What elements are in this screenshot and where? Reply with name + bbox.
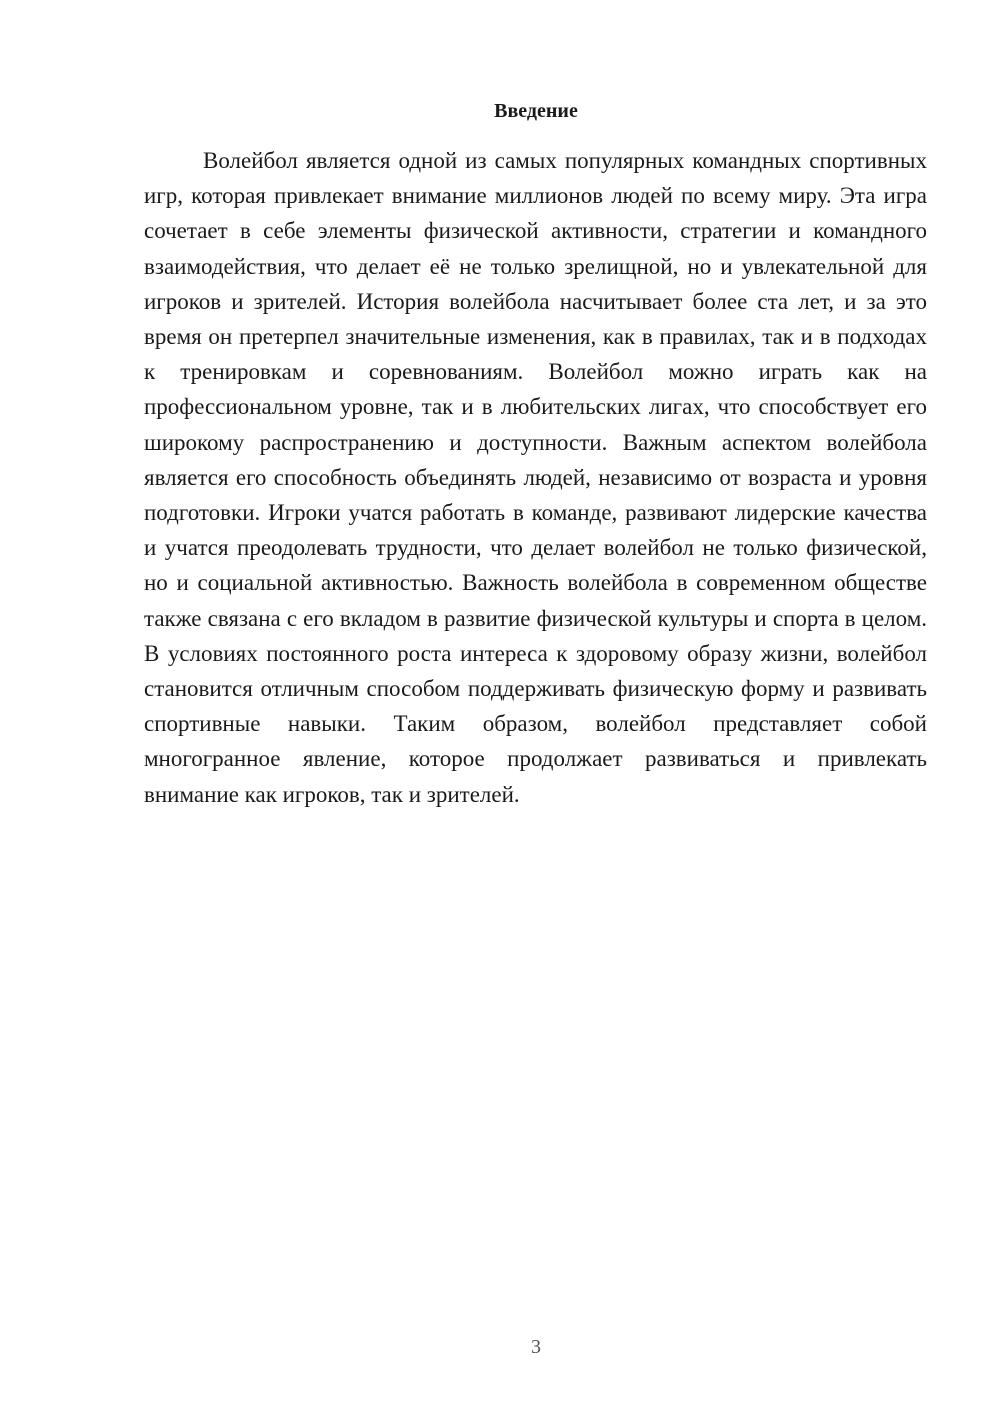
section-heading: Введение (494, 100, 578, 122)
page-number: 3 (531, 1336, 541, 1358)
body-paragraph: Волейбол является одной из самых популярных командных спортивных игр, которая привлекает внимание миллионов людей по всему миру. Эта игра сочетает в себе элементы физической активности, стратегии и командного взаимодействия, что делает её не только зрелищной, но и увлекательной для игроков и зрителей. История волейбола насчитывает более ста лет, и за это время он претерпел значительные изменения, как в правилах, так и в подходах к тренировкам и соревнованиям. Волейбол можно играть как на профессиональном уровне, так и в любительских лигах, что способствует его широкому распространению и доступности. Важным аспектом волейбола является его способность объединять людей, независимо от возраста и уровня подготовки. Игроки учатся работать в команде, развивают лидерские качества и учатся преодолевать трудности, что делает волейбол не только физической, но и социальной активностью. Важность волейбола в современном обществе также связана с его вкладом в развитие физической культуры и спорта в целом. В условиях постоянного роста интереса к здоровому образу жизни, волейбол становится отличным способом поддерживать физическую форму и развивать спортивные навыки. Таким образом, волейбол представляет собой многогранное явление, которое продолжает развиваться и привлекать внимание как игроков, так и зрителей. (144, 148, 927, 807)
